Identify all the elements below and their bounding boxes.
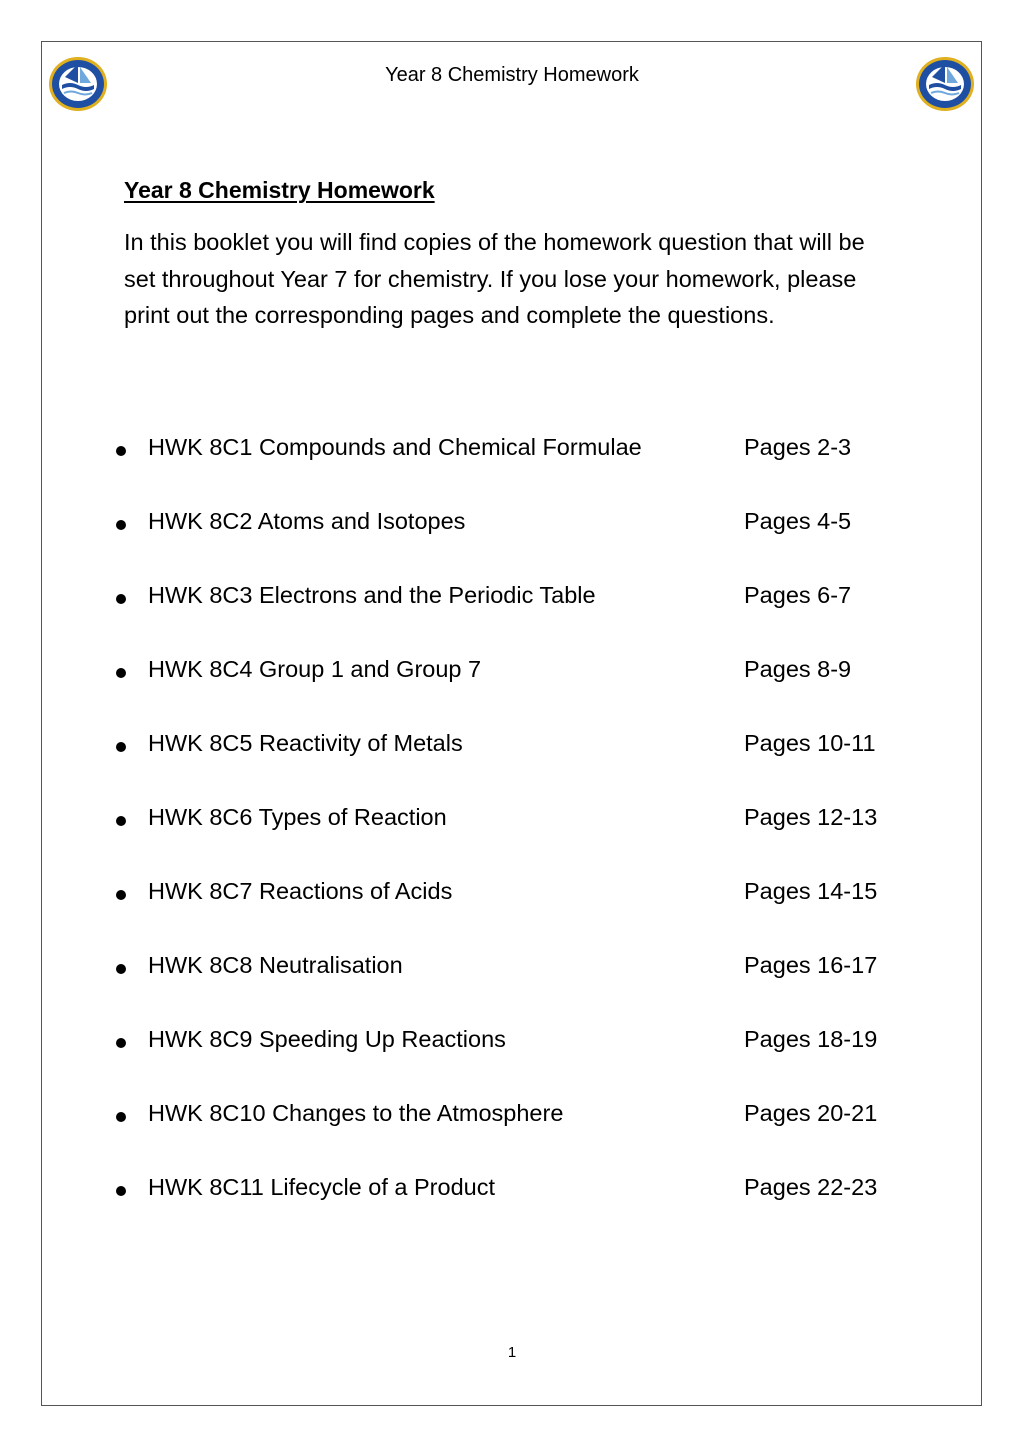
homework-title: HWK 8C4 Group 1 and Group 7 (148, 656, 482, 682)
homework-title: HWK 8C6 Types of Reaction (148, 804, 447, 830)
homework-title: HWK 8C8 Neutralisation (148, 952, 403, 978)
bullet-icon (116, 520, 126, 530)
bullet-icon (116, 446, 126, 456)
homework-title: HWK 8C7 Reactions of Acids (148, 878, 453, 904)
homework-item (0, 1174, 1024, 1248)
homework-pages: Pages 6-7 (744, 582, 852, 608)
homework-item (0, 582, 1024, 656)
bullet-icon (116, 1038, 126, 1048)
homework-pages: Pages 20-21 (744, 1100, 878, 1126)
homework-item (0, 878, 1024, 952)
homework-item (0, 730, 1024, 804)
bullet-icon (116, 742, 126, 752)
homework-item (0, 1100, 1024, 1174)
homework-pages: Pages 22-23 (744, 1174, 878, 1200)
homework-title: HWK 8C3 Electrons and the Periodic Table (148, 582, 596, 608)
homework-item (0, 656, 1024, 730)
bullet-icon (116, 816, 126, 826)
intro-paragraph: In this booklet you will find copies of the homework question that will be set throughout Year 7 for chemistry. If you lose your homework, please print out the corresponding pages and complete the questions. (124, 229, 865, 328)
document-title: Year 8 Chemistry Homework (124, 177, 435, 203)
bullet-icon (116, 1112, 126, 1122)
homework-title: HWK 8C11 Lifecycle of a Product (148, 1174, 495, 1200)
homework-title: HWK 8C9 Speeding Up Reactions (148, 1026, 506, 1052)
homework-pages: Pages 2-3 (744, 434, 852, 460)
homework-item (0, 434, 1024, 508)
homework-pages: Pages 16-17 (744, 952, 878, 978)
homework-pages: Pages 14-15 (744, 878, 878, 904)
bullet-icon (116, 964, 126, 974)
homework-title: HWK 8C1 Compounds and Chemical Formulae (148, 434, 642, 460)
page-number: 1 (507, 1344, 517, 1361)
homework-item (0, 804, 1024, 878)
homework-item (0, 952, 1024, 1026)
bullet-icon (116, 1186, 126, 1196)
running-header: Year 8 Chemistry Homework (385, 64, 639, 86)
homework-pages: Pages 12-13 (744, 804, 878, 830)
homework-item (0, 508, 1024, 582)
homework-title: HWK 8C2 Atoms and Isotopes (148, 508, 466, 534)
homework-title: HWK 8C5 Reactivity of Metals (148, 730, 463, 756)
homework-pages: Pages 8-9 (744, 656, 852, 682)
homework-list (0, 434, 1024, 1248)
homework-title: HWK 8C10 Changes to the Atmosphere (148, 1100, 564, 1126)
homework-pages: Pages 18-19 (744, 1026, 878, 1052)
bullet-icon (116, 594, 126, 604)
bullet-icon (116, 890, 126, 900)
homework-pages: Pages 4-5 (744, 508, 852, 534)
homework-item (0, 1026, 1024, 1100)
bullet-icon (116, 668, 126, 678)
homework-pages: Pages 10-11 (744, 730, 876, 756)
